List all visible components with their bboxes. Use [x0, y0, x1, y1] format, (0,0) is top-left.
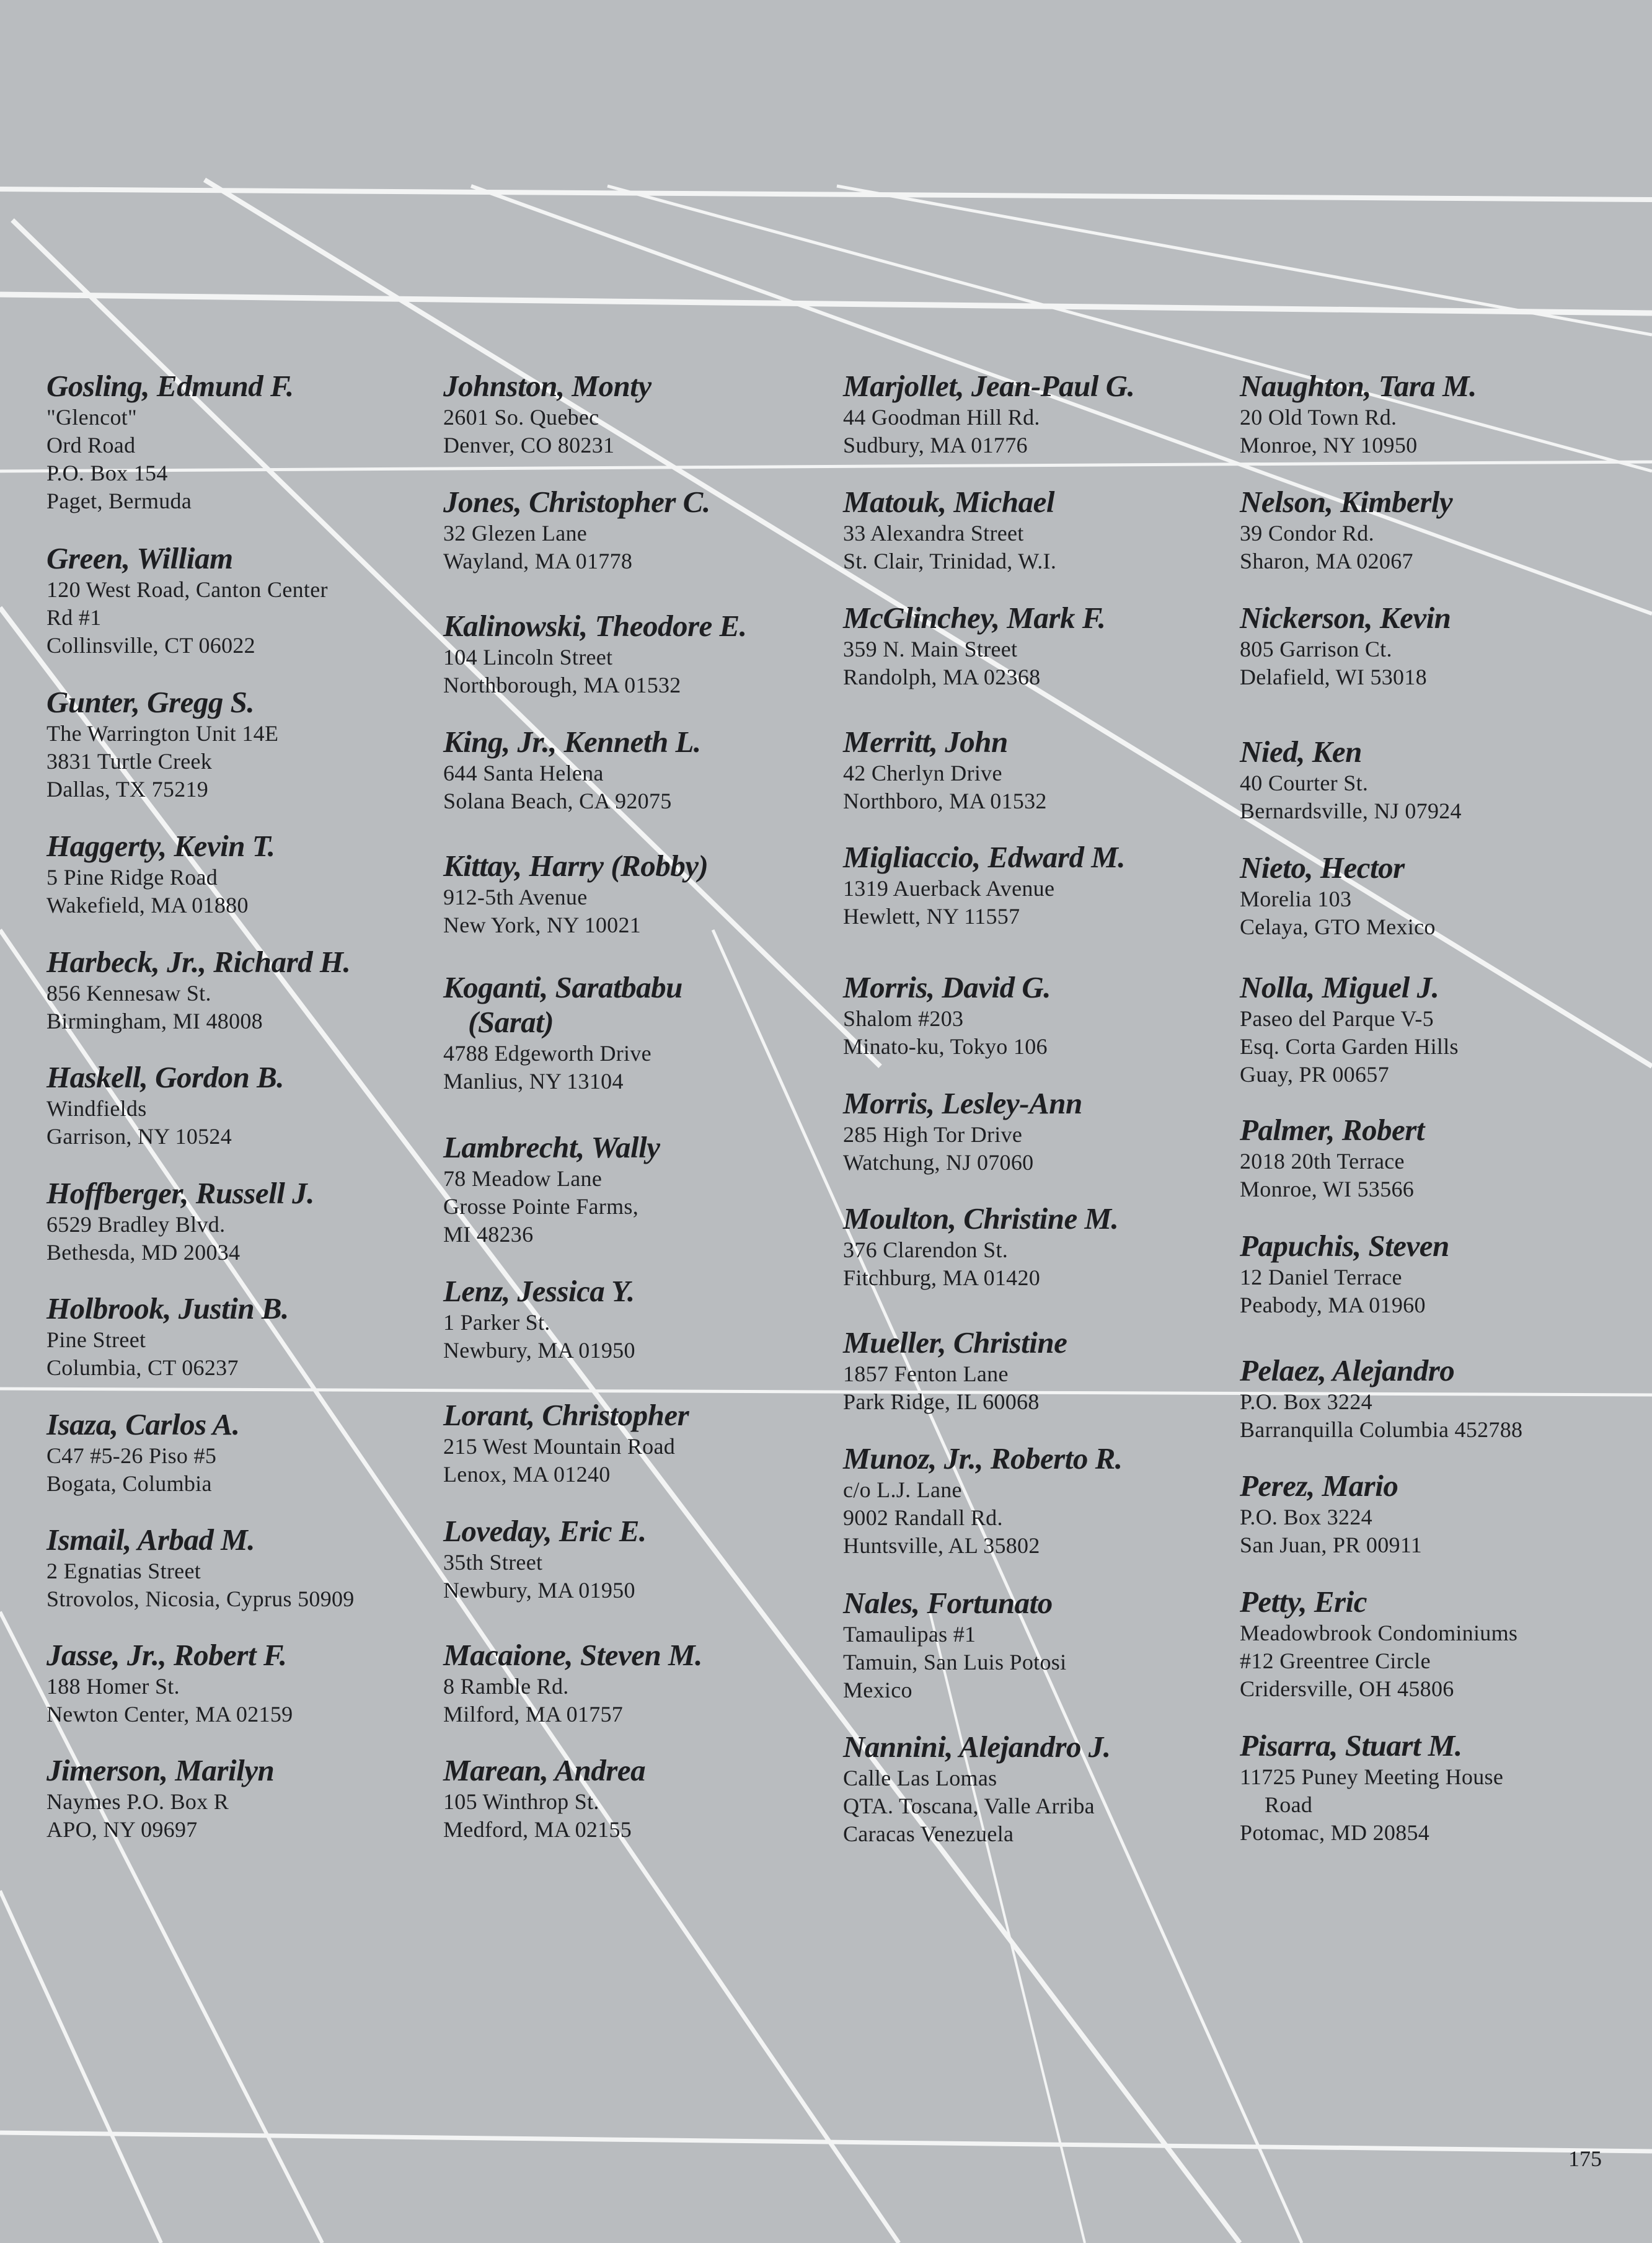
address-line: APO, NY 09697 [46, 1817, 198, 1842]
entry-name: Palmer, Robert [1240, 1113, 1425, 1147]
directory-entry [443, 1753, 840, 1844]
address-line: 2 Egnatias Street [46, 1559, 201, 1583]
address-line: Birmingham, MI 48008 [46, 1009, 263, 1033]
directory-entry [46, 1291, 443, 1382]
directory-entry [443, 849, 840, 939]
address-line: 32 Glezen Lane [443, 521, 588, 546]
address-line: Garrison, NY 10524 [46, 1124, 232, 1149]
directory-entry [1240, 601, 1637, 691]
entry-name: Gunter, Gregg S. [46, 685, 255, 719]
directory-entry [1240, 735, 1637, 825]
address-line: 1319 Auerback Avenue [843, 876, 1055, 901]
entry-name: Johnston, Monty [443, 369, 652, 403]
directory-entry [46, 1407, 443, 1498]
entry-name: Harbeck, Jr., Richard H. [46, 945, 351, 979]
directory-entry [443, 1274, 840, 1365]
entry-name: Ismail, Arbad M. [46, 1523, 255, 1557]
directory-entry [46, 541, 443, 660]
address-line: Randolph, MA 02368 [843, 665, 1041, 689]
address-line: Columbia, CT 06237 [46, 1355, 239, 1380]
address-line: P.O. Box 154 [46, 461, 168, 485]
address-line: Northborough, MA 01532 [443, 673, 681, 697]
address-line: Mexico [843, 1678, 912, 1702]
directory-entry [843, 1441, 1240, 1560]
address-line: 2601 So. Quebec [443, 405, 599, 430]
directory-entry [1240, 1229, 1637, 1319]
address-line: 5 Pine Ridge Road [46, 865, 218, 890]
directory-entry [46, 945, 443, 1035]
directory-entry [443, 725, 840, 815]
entry-name: Naughton, Tara M. [1240, 369, 1477, 403]
address-line: Newton Center, MA 02159 [46, 1702, 293, 1727]
entry-name: Green, William [46, 541, 233, 575]
address-line: Northboro, MA 01532 [843, 789, 1047, 813]
entry-name: Perez, Mario [1240, 1469, 1398, 1503]
address-line: Newbury, MA 01950 [443, 1578, 635, 1603]
directory-entry [843, 601, 1240, 691]
address-line: Windfields [46, 1096, 147, 1121]
address-line: Wakefield, MA 01880 [46, 893, 249, 918]
address-line: 4788 Edgeworth Drive [443, 1041, 652, 1066]
address-line: Barranquilla Columbia 452788 [1240, 1417, 1523, 1442]
entry-name: Papuchis, Steven [1240, 1229, 1449, 1263]
entry-name: Nales, Fortunato [843, 1586, 1053, 1620]
address-line: Potomac, MD 20854 [1240, 1820, 1430, 1845]
address-line: 359 N. Main Street [843, 637, 1018, 661]
address-line: Esq. Corta Garden Hills [1240, 1034, 1459, 1059]
entry-name: Matouk, Michael [843, 485, 1054, 519]
entry-name: Kalinowski, Theodore E. [443, 609, 747, 643]
entry-name [443, 970, 840, 1040]
entry-name: Merritt, John [843, 725, 1008, 759]
directory-entry [443, 1514, 840, 1604]
address-line: Medford, MA 02155 [443, 1817, 632, 1842]
directory-entry [443, 369, 840, 459]
entry-name: McGlinchey, Mark F. [843, 601, 1106, 635]
entry-name: Nied, Ken [1240, 735, 1362, 769]
address-line: "Glencot" [46, 405, 138, 430]
address-line: Tamuin, San Luis Potosi [843, 1650, 1067, 1675]
entry-name: Haggerty, Kevin T. [46, 829, 275, 863]
entry-name: King, Jr., Kenneth L. [443, 725, 701, 759]
address-line: 44 Goodman Hill Rd. [843, 405, 1040, 430]
address-line: 3831 Turtle Creek [46, 749, 213, 774]
address-line: 912-5th Avenue [443, 885, 588, 909]
address-line: Peabody, MA 01960 [1240, 1293, 1426, 1317]
address-line: 188 Homer St. [46, 1674, 180, 1699]
address-line: Lenox, MA 01240 [443, 1462, 611, 1487]
address-line: 1857 Fenton Lane [843, 1361, 1009, 1386]
address-line: 33 Alexandra Street [843, 521, 1024, 546]
address-line: Manlius, NY 13104 [443, 1069, 624, 1094]
entry-name: Jasse, Jr., Robert F. [46, 1638, 287, 1672]
address-line: 35th Street [443, 1550, 543, 1575]
entry-name: Petty, Eric [1240, 1585, 1367, 1619]
address-line: Bethesda, MD 20034 [46, 1240, 241, 1265]
entry-name: Morris, David G. [843, 970, 1051, 1004]
entry-name: Lenz, Jessica Y. [443, 1274, 635, 1308]
address-line: Bernardsville, NJ 07924 [1240, 799, 1462, 823]
address-line: 2018 20th Terrace [1240, 1149, 1405, 1174]
directory-entry [443, 1398, 840, 1489]
address-line: Celaya, GTO Mexico [1240, 914, 1436, 939]
page-number: 175 [1568, 2146, 1602, 2171]
entry-name: Gosling, Edmund F. [46, 369, 294, 403]
address-line: 856 Kennesaw St. [46, 981, 211, 1006]
address-line: 39 Condor Rd. [1240, 521, 1374, 546]
address-line: Delafield, WI 53018 [1240, 665, 1427, 689]
address-line: 285 High Tor Drive [843, 1122, 1023, 1147]
address-line: New York, NY 10021 [443, 913, 642, 937]
address-line: Tamaulipas #1 [843, 1622, 976, 1647]
entry-name: Loveday, Eric E. [443, 1514, 647, 1548]
entry-name: Mueller, Christine [843, 1325, 1067, 1360]
directory-entry [843, 970, 1240, 1061]
directory-entry [843, 1201, 1240, 1292]
address-line: 6529 Bradley Blvd. [46, 1212, 226, 1237]
address-line: 1 Parker St. [443, 1310, 550, 1335]
address-line: Collinsville, CT 06022 [46, 633, 255, 658]
entry-name-continuation: (Sarat) [468, 1005, 554, 1039]
directory-entry [46, 369, 443, 515]
entry-name: Marjollet, Jean-Paul G. [843, 369, 1135, 403]
address-line: Paseo del Parque V-5 [1240, 1006, 1434, 1031]
address-line: 78 Meadow Lane [443, 1166, 603, 1191]
address-line: Strovolos, Nicosia, Cyprus 50909 [46, 1586, 355, 1611]
directory-entry [1240, 851, 1637, 941]
address-line: Milford, MA 01757 [443, 1702, 624, 1727]
address-line: 215 West Mountain Road [443, 1434, 676, 1459]
address-line: 11725 Puney Meeting House [1240, 1764, 1504, 1789]
directory-entry [1240, 970, 1637, 1089]
directory-entry [46, 1753, 443, 1844]
directory-entry [843, 1086, 1240, 1177]
entry-name: Nickerson, Kevin [1240, 601, 1451, 635]
address-line: 8 Ramble Rd. [443, 1674, 569, 1699]
address-line: Sudbury, MA 01776 [843, 433, 1028, 458]
address-line: Newbury, MA 01950 [443, 1338, 635, 1363]
directory-entry [46, 1523, 443, 1613]
address-line: 376 Clarendon St. [843, 1237, 1009, 1262]
address-line: Meadowbrook Condominiums [1240, 1621, 1518, 1645]
address-line: Ord Road [46, 433, 136, 458]
address-line: 104 Lincoln Street [443, 645, 613, 670]
address-line: Wayland, MA 01778 [443, 549, 633, 573]
address-line: Monroe, NY 10950 [1240, 433, 1418, 458]
entry-name: Jimerson, Marilyn [46, 1753, 275, 1787]
address-line: MI 48236 [443, 1222, 534, 1247]
directory-entry [1240, 1113, 1637, 1203]
address-line: 644 Santa Helena [443, 761, 604, 785]
directory-entry [443, 485, 840, 575]
address-line: QTA. Toscana, Valle Arriba [843, 1794, 1095, 1818]
address-line: San Juan, PR 00911 [1240, 1533, 1423, 1557]
address-line: The Warrington Unit 14E [46, 721, 279, 746]
address-line: Guay, PR 00657 [1240, 1062, 1389, 1087]
address-line: Minato-ku, Tokyo 106 [843, 1034, 1048, 1059]
address-line: 9002 Randall Rd. [843, 1505, 1003, 1530]
address-line: Park Ridge, IL 60068 [843, 1389, 1040, 1414]
directory-entry [843, 840, 1240, 931]
address-line: Watchung, NJ 07060 [843, 1150, 1034, 1175]
address-line: Morelia 103 [1240, 887, 1352, 911]
address-line: 120 West Road, Canton Center [46, 577, 328, 602]
entry-name: Nolla, Miguel J. [1240, 970, 1439, 1004]
entry-name: Haskell, Gordon B. [46, 1060, 285, 1094]
address-line: Shalom #203 [843, 1006, 964, 1031]
address-line: Caracas Venezuela [843, 1821, 1014, 1846]
entry-name: Moulton, Christine M. [843, 1201, 1119, 1236]
address-line: Huntsville, AL 35802 [843, 1533, 1040, 1558]
directory-entry [843, 1325, 1240, 1416]
address-line: St. Clair, Trinidad, W.I. [843, 549, 1057, 573]
address-line: Paget, Bermuda [46, 489, 192, 513]
directory-entry [843, 369, 1240, 459]
directory-entry [1240, 1353, 1637, 1444]
entry-name: Munoz, Jr., Roberto R. [843, 1441, 1123, 1475]
address-line: Calle Las Lomas [843, 1766, 997, 1790]
address-line: Naymes P.O. Box R [46, 1789, 229, 1814]
address-line: Denver, CO 80231 [443, 433, 615, 458]
address-line: Rd #1 [46, 605, 102, 630]
address-line: P.O. Box 3224 [1240, 1505, 1372, 1529]
address-line: 42 Cherlyn Drive [843, 761, 1002, 785]
directory-entry [843, 485, 1240, 575]
entry-name: Nannini, Alejandro J. [843, 1730, 1111, 1764]
directory-entry [443, 970, 840, 1095]
directory-entry [1240, 369, 1637, 459]
entry-name: Jones, Christopher C. [443, 485, 710, 519]
address-line: Solana Beach, CA 92075 [443, 789, 672, 813]
address-line: 805 Garrison Ct. [1240, 637, 1392, 661]
address-line: #12 Greentree Circle [1240, 1648, 1431, 1673]
directory-entry [1240, 1728, 1637, 1847]
entry-name: Holbrook, Justin B. [46, 1291, 289, 1325]
entry-name: Isaza, Carlos A. [46, 1407, 240, 1441]
directory-entry [46, 829, 443, 919]
address-line: 105 Winthrop St. [443, 1789, 599, 1814]
entry-name: Morris, Lesley-Ann [843, 1086, 1082, 1120]
entry-name: Migliaccio, Edward M. [843, 840, 1126, 874]
address-line: Bogata, Columbia [46, 1471, 212, 1496]
entry-name: Nelson, Kimberly [1240, 485, 1453, 519]
address-line: P.O. Box 3224 [1240, 1389, 1372, 1414]
entry-name: Pelaez, Alejandro [1240, 1353, 1455, 1387]
address-line: Road [1265, 1792, 1313, 1817]
entry-name: Hoffberger, Russell J. [46, 1176, 314, 1210]
address-line: Hewlett, NY 11557 [843, 904, 1020, 929]
entry-name: Pisarra, Stuart M. [1240, 1728, 1462, 1763]
directory-entry [1240, 1585, 1637, 1703]
address-line: 12 Daniel Terrace [1240, 1265, 1402, 1290]
address-line: Grosse Pointe Farms, [443, 1194, 638, 1219]
directory-entry [443, 1130, 840, 1249]
entry-name: Kittay, Harry (Robby) [443, 849, 709, 883]
entry-name-first-line: Koganti, Saratbabu [443, 970, 682, 1004]
directory-entry [843, 1730, 1240, 1848]
address-line: Cridersville, OH 45806 [1240, 1676, 1454, 1701]
directory-entry [443, 609, 840, 699]
address-line: 20 Old Town Rd. [1240, 405, 1397, 430]
directory-entry [443, 1638, 840, 1728]
directory-entry [46, 1060, 443, 1151]
entry-name: Lambrecht, Wally [443, 1130, 660, 1164]
address-line: 40 Courter St. [1240, 771, 1369, 795]
directory-entry [843, 725, 1240, 815]
directory-entry [46, 685, 443, 803]
address-line: Fitchburg, MA 01420 [843, 1265, 1041, 1290]
directory-entry [1240, 1469, 1637, 1559]
entry-name: Lorant, Christopher [443, 1398, 689, 1432]
directory-entry [1240, 485, 1637, 575]
entry-name: Nieto, Hector [1240, 851, 1405, 885]
directory-entry [46, 1176, 443, 1267]
entry-name: Macaione, Steven M. [443, 1638, 702, 1672]
address-line: Dallas, TX 75219 [46, 777, 209, 802]
entry-name: Marean, Andrea [443, 1753, 646, 1787]
address-line: c/o L.J. Lane [843, 1477, 962, 1502]
address-line: Sharon, MA 02067 [1240, 549, 1413, 573]
directory-entry [843, 1586, 1240, 1704]
address-line: Pine Street [46, 1327, 146, 1352]
address-line: C47 #5-26 Piso #5 [46, 1443, 217, 1468]
directory-entry [46, 1638, 443, 1728]
address-line: Monroe, WI 53566 [1240, 1177, 1415, 1201]
